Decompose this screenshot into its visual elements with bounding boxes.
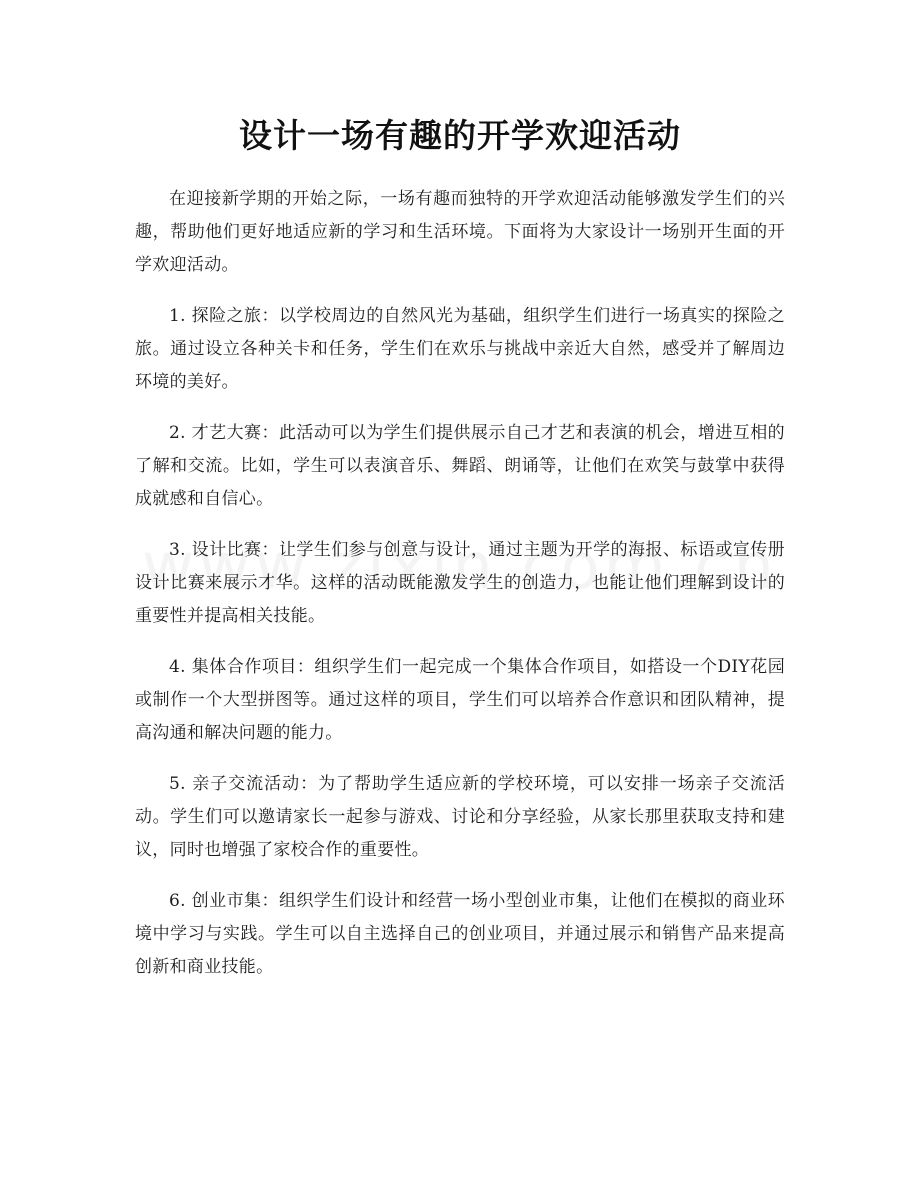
intro-paragraph: 在迎接新学期的开始之际，一场有趣而独特的开学欢迎活动能够激发学生们的兴趣，帮助他们更好地适应新的学习和生活环境。下面将为大家设计一场别开生面的开学欢迎活动。 <box>135 189 785 275</box>
list-item-2: 2. 才艺大赛：此活动可以为学生们提供展示自己才艺和表演的机会，增进互相的了解和交流。比如，学生可以表演音乐、舞蹈、朗诵等，让他们在欢笑与鼓掌中获得成就感和自信心。 <box>135 423 785 509</box>
document-body <box>135 183 785 1002</box>
list-item-4: 4. 集体合作项目：组织学生们一起完成一个集体合作项目，如搭设一个DIY花园或制作一个大型拼图等。通过这样的项目，学生们可以培养合作意识和团队精神，提高沟通和解决问题的能力。 <box>135 657 785 743</box>
list-item-5: 5. 亲子交流活动：为了帮助学生适应新的学校环境，可以安排一场亲子交流活动。学生们可以邀请家长一起参与游戏、讨论和分享经验，从家长那里获取支持和建议，同时也增强了家校合作的重要性。 <box>135 774 785 860</box>
list-item-6: 6. 创业市集：组织学生们设计和经营一场小型创业市集，让他们在模拟的商业环境中学习与实践。学生可以自主选择自己的创业项目，并通过展示和销售产品来提高创新和商业技能。 <box>135 891 785 977</box>
page-title: 设计一场有趣的开学欢迎活动 <box>239 116 681 155</box>
list-item-3: 3. 设计比赛：让学生们参与创意与设计，通过主题为开学的海报、标语或宣传册设计比赛来展示才华。这样的活动既能激发学生的创造力，也能让他们理解到设计的重要性并提高相关技能。 <box>135 540 785 626</box>
list-item-1: 1. 探险之旅：以学校周边的自然风光为基础，组织学生们进行一场真实的探险之旅。通过设立各种关卡和任务，学生们在欢乐与挑战中亲近大自然，感受并了解周边环境的美好。 <box>135 306 785 392</box>
